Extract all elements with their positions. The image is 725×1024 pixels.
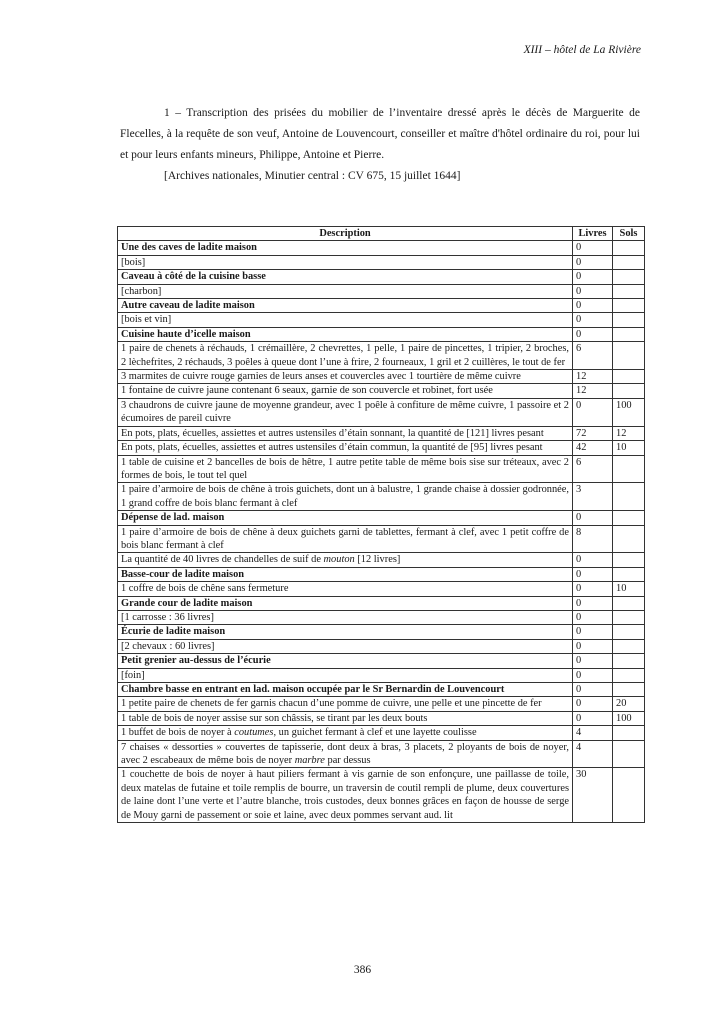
table-row	[118, 455, 645, 483]
cell-description: Cuisine haute d’icelle maison	[118, 327, 573, 341]
cell-sols	[613, 654, 645, 668]
cell-sols: 100	[613, 398, 645, 426]
cell-description: 1 paire d’armoire de bois de chêne à deux guichets garni de tablettes, fermant à clef, avec 1 petit coffre de bois blanc fermant à clef	[118, 525, 573, 553]
cell-livres: 0	[573, 697, 613, 711]
table-row	[118, 668, 645, 682]
table-row	[118, 610, 645, 624]
table-row	[118, 370, 645, 384]
cell-livres: 0	[573, 398, 613, 426]
cell-sols	[613, 683, 645, 697]
cell-description: [bois]	[118, 255, 573, 269]
italic-term: marbre	[294, 755, 325, 767]
table-row	[118, 441, 645, 455]
cell-livres: 0	[573, 553, 613, 567]
table-row	[118, 697, 645, 711]
cell-sols: 10	[613, 582, 645, 596]
cell-description: 1 paire de chenets à réchauds, 1 crémaillère, 2 chevrettes, 1 pelle, 1 paire de pincettes, 1 tripier, 2 broches, 2 lèchefrites, 2 réchauds, 3 poêles à queue dont l’une à frire, 2 fourneaux, 1 gril et 2 cuillères, le tout de fer	[118, 342, 573, 370]
table-row	[118, 284, 645, 298]
cell-description: Écurie de ladite maison	[118, 625, 573, 639]
cell-description: [foin]	[118, 668, 573, 682]
cell-sols	[613, 299, 645, 313]
cell-livres: 0	[573, 511, 613, 525]
table-row	[118, 768, 645, 823]
cell-livres: 30	[573, 768, 613, 823]
cell-sols	[613, 255, 645, 269]
page-number: 386	[353, 964, 372, 976]
cell-livres: 0	[573, 668, 613, 682]
italic-term: mouton	[323, 554, 355, 566]
section-row	[118, 567, 645, 581]
cell-sols	[613, 610, 645, 624]
header-sols: Sols	[613, 227, 645, 241]
header-livres: Livres	[573, 227, 613, 241]
cell-description: Dépense de lad. maison	[118, 511, 573, 525]
table-row	[118, 639, 645, 653]
cell-description: [2 chevaux : 60 livres]	[118, 639, 573, 653]
cell-description: 1 table de cuisine et 2 bancelles de bois de hêtre, 1 autre petite table de même bois sise sur tréteaux, avec 2 formes de bois, le tout tel quel	[118, 455, 573, 483]
cell-description: 3 chaudrons de cuivre jaune de moyenne grandeur, avec 1 poêle à confiture de même cuivre, 1 passoire et 2 écumoires de pareil cuivre	[118, 398, 573, 426]
cell-livres: 0	[573, 284, 613, 298]
cell-livres: 3	[573, 483, 613, 511]
cell-description: 3 marmites de cuivre rouge garnies de leurs anses et couvercles avec 1 tourtière de même cuivre	[118, 370, 573, 384]
cell-livres: 0	[573, 711, 613, 725]
cell-livres: 12	[573, 384, 613, 398]
section-row	[118, 596, 645, 610]
table-row	[118, 342, 645, 370]
cell-description: [charbon]	[118, 284, 573, 298]
cell-livres: 4	[573, 726, 613, 740]
cell-livres: 0	[573, 313, 613, 327]
cell-livres: 0	[573, 270, 613, 284]
cell-sols: 10	[613, 441, 645, 455]
cell-description: Chambre basse en entrant en lad. maison occupée par le Sr Bernardin de Louvencourt	[118, 683, 573, 697]
cell-sols: 20	[613, 697, 645, 711]
cell-sols	[613, 384, 645, 398]
cell-livres: 0	[573, 299, 613, 313]
cell-description: Basse-cour de ladite maison	[118, 567, 573, 581]
archive-source: [Archives nationales, Minutier central : CV 675, 15 juillet 1644]	[164, 170, 461, 182]
cell-livres: 12	[573, 370, 613, 384]
cell-sols	[613, 726, 645, 740]
cell-sols: 100	[613, 711, 645, 725]
section-row	[118, 511, 645, 525]
cell-livres: 0	[573, 582, 613, 596]
table-body	[118, 241, 645, 823]
cell-description: 1 buffet de bois de noyer à coutumes, un guichet fermant à clef et une layette coulisse	[118, 726, 573, 740]
table-header-row	[118, 227, 645, 241]
cell-sols	[613, 525, 645, 553]
cell-sols	[613, 768, 645, 823]
inventory-table-container	[117, 226, 644, 823]
cell-livres: 0	[573, 610, 613, 624]
section-row	[118, 270, 645, 284]
intro-paragraph: 1 – Transcription des prisées du mobilier de l’inventaire dressé après le décès de Marguerite de Flecelles, à la requête de son veuf, Antoine de Louvencourt, conseiller et maître d'hôtel ordinaire du roi, pour lui et pour leurs enfants mineurs, Philippe, Antoine et Pierre.	[120, 107, 640, 161]
cell-livres: 0	[573, 639, 613, 653]
cell-description: En pots, plats, écuelles, assiettes et autres ustensiles d’étain commun, la quantité de [95] livres pesant	[118, 441, 573, 455]
header-description: Description	[118, 227, 573, 241]
table-row	[118, 384, 645, 398]
cell-description: [bois et vin]	[118, 313, 573, 327]
table-row	[118, 313, 645, 327]
cell-livres: 0	[573, 625, 613, 639]
cell-description: 1 paire d’armoire de bois de chêne à trois guichets, dont un à balustre, 1 grande chaise à dossier godronnée, 1 grand coffre de bois blanc fermant à clef	[118, 483, 573, 511]
cell-description: 1 petite paire de chenets de fer garnis chacun d’une pomme de cuivre, une pelle et une pincette de fer	[118, 697, 573, 711]
introduction	[120, 103, 640, 187]
cell-description: 1 coffre de bois de chêne sans fermeture	[118, 582, 573, 596]
cell-livres: 6	[573, 342, 613, 370]
cell-description: 1 couchette de bois de noyer à haut piliers fermant à vis garnie de son enfonçure, une paillasse de toile, deux matelas de futaine et toile remplis de bourre, un traversin de coutil rempli de plume, deux couvertures de laine dont l’une verte et l’autre blanche, trois custodes, deux bonnes grâces en façon de housse de serge de Mouy garni de passement or soie et laine, avec deux pommes servant aud. lit	[118, 768, 573, 823]
cell-sols	[613, 511, 645, 525]
section-row	[118, 654, 645, 668]
table-row	[118, 398, 645, 426]
cell-livres: 0	[573, 241, 613, 255]
table-row	[118, 582, 645, 596]
cell-description: 1 table de bois de noyer assise sur son châssis, se tirant par les deux bouts	[118, 711, 573, 725]
cell-sols	[613, 327, 645, 341]
cell-sols	[613, 596, 645, 610]
cell-livres: 0	[573, 683, 613, 697]
cell-sols	[613, 625, 645, 639]
cell-livres: 0	[573, 255, 613, 269]
section-row	[118, 241, 645, 255]
cell-sols	[613, 270, 645, 284]
running-header: XIII – hôtel de La Rivière	[523, 44, 641, 56]
section-row	[118, 625, 645, 639]
cell-sols	[613, 241, 645, 255]
table-row	[118, 255, 645, 269]
cell-sols	[613, 342, 645, 370]
cell-sols	[613, 370, 645, 384]
cell-sols	[613, 639, 645, 653]
cell-sols	[613, 455, 645, 483]
cell-livres: 8	[573, 525, 613, 553]
cell-description: Petit grenier au-dessus de l’écurie	[118, 654, 573, 668]
inventory-table	[117, 226, 645, 823]
italic-term: coutumes	[234, 727, 274, 739]
cell-livres: 0	[573, 327, 613, 341]
table-row	[118, 553, 645, 567]
section-row	[118, 299, 645, 313]
cell-description: Autre caveau de ladite maison	[118, 299, 573, 313]
cell-livres: 6	[573, 455, 613, 483]
cell-sols	[613, 740, 645, 768]
cell-sols: 12	[613, 426, 645, 440]
table-row	[118, 426, 645, 440]
cell-livres: 4	[573, 740, 613, 768]
table-row	[118, 711, 645, 725]
cell-livres: 0	[573, 596, 613, 610]
table-row	[118, 740, 645, 768]
cell-livres: 0	[573, 567, 613, 581]
cell-livres: 0	[573, 654, 613, 668]
section-row	[118, 683, 645, 697]
cell-description: 7 chaises « dessorties » couvertes de tapisserie, dont deux à bras, 3 placets, 2 ployants de bois de noyer, avec 2 escabeaux de même bois de noyer marbre par dessus	[118, 740, 573, 768]
cell-sols	[613, 313, 645, 327]
cell-sols	[613, 553, 645, 567]
cell-livres: 42	[573, 441, 613, 455]
table-row	[118, 483, 645, 511]
cell-description: Une des caves de ladite maison	[118, 241, 573, 255]
cell-description: La quantité de 40 livres de chandelles de suif de mouton [12 livres]	[118, 553, 573, 567]
table-row	[118, 726, 645, 740]
table-row	[118, 525, 645, 553]
cell-livres: 72	[573, 426, 613, 440]
cell-sols	[613, 483, 645, 511]
cell-sols	[613, 567, 645, 581]
cell-sols	[613, 668, 645, 682]
cell-description: Caveau à côté de la cuisine basse	[118, 270, 573, 284]
cell-description: Grande cour de ladite maison	[118, 596, 573, 610]
section-row	[118, 327, 645, 341]
cell-description: En pots, plats, écuelles, assiettes et autres ustensiles d’étain sonnant, la quantité de [121] livres pesant	[118, 426, 573, 440]
cell-description: [1 carrosse : 36 livres]	[118, 610, 573, 624]
cell-description: 1 fontaine de cuivre jaune contenant 6 seaux, garnie de son couvercle et robinet, fort usée	[118, 384, 573, 398]
cell-sols	[613, 284, 645, 298]
